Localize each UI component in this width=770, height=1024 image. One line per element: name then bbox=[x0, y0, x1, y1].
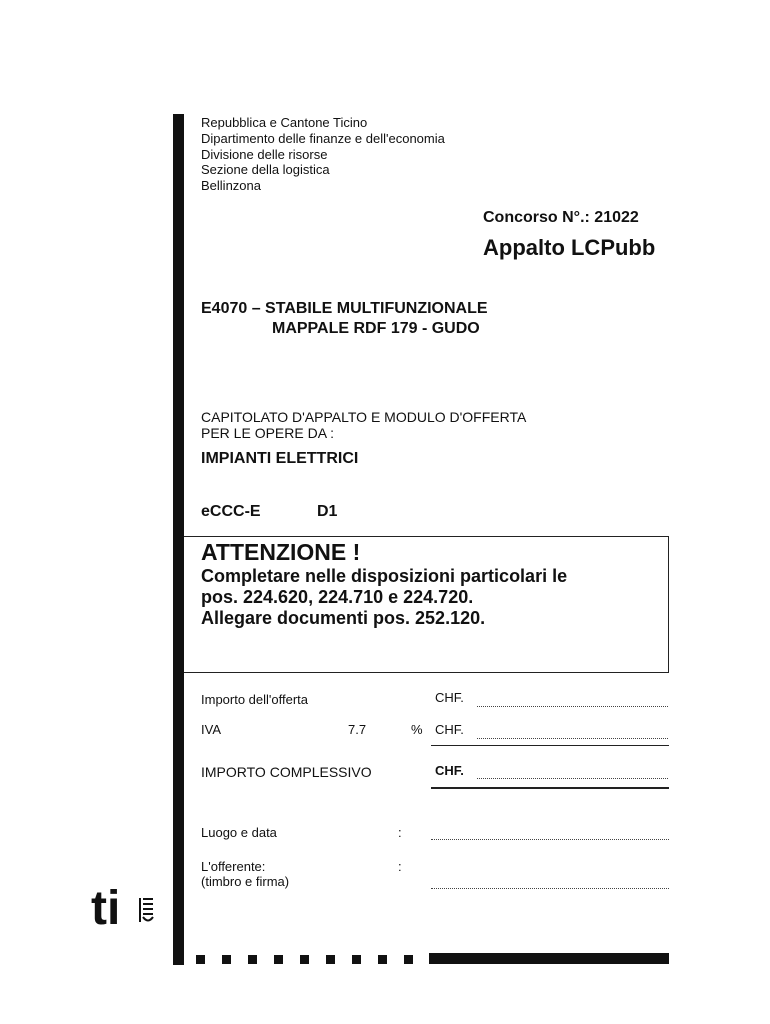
attention-line: pos. 224.620, 224.710 e 224.720. bbox=[201, 587, 474, 607]
ticino-logo-icon bbox=[91, 880, 161, 930]
issuer-line: Dipartimento delle finanze e dell'economia bbox=[201, 130, 445, 146]
totale-label: IMPORTO COMPLESSIVO bbox=[201, 764, 372, 780]
square-mark bbox=[248, 955, 257, 964]
square-mark bbox=[222, 955, 231, 964]
importo-field[interactable] bbox=[477, 706, 668, 707]
concorso-number: Concorso N°.: 21022 bbox=[483, 209, 639, 226]
bottom-bar bbox=[429, 953, 669, 964]
attention-line: Completare nelle disposizioni particolari le bbox=[201, 566, 568, 586]
iva-rate: 7.7 bbox=[348, 722, 367, 737]
left-margin-bar bbox=[173, 114, 184, 965]
colon: : bbox=[398, 825, 402, 840]
iva-label: IVA bbox=[201, 722, 221, 737]
attention-title: ATTENZIONE ! bbox=[201, 539, 361, 565]
capitolato-heading bbox=[201, 409, 526, 441]
issuer-line: Bellinzona bbox=[201, 178, 261, 194]
currency-label: CHF. bbox=[435, 690, 464, 705]
square-mark bbox=[196, 955, 205, 964]
luogo-label: Luogo e data bbox=[201, 825, 277, 840]
timbro-label: (timbro e firma) bbox=[201, 874, 290, 889]
total-rule bbox=[431, 787, 669, 789]
square-mark bbox=[326, 955, 335, 964]
offerente-label: L'offerente: bbox=[201, 859, 266, 874]
attention-text bbox=[201, 566, 567, 629]
issuer-line: Divisione delle risorse bbox=[201, 146, 328, 162]
attention-line: Allegare documenti pos. 252.120. bbox=[201, 608, 486, 628]
project-subtitle: MAPPALE RDF 179 - GUDO bbox=[272, 320, 480, 337]
work-type: IMPIANTI ELETTRICI bbox=[201, 450, 359, 467]
square-mark bbox=[352, 955, 361, 964]
issuer-header bbox=[201, 115, 445, 194]
issuer-line: Sezione della logistica bbox=[201, 162, 330, 178]
subtotal-rule bbox=[431, 745, 669, 746]
capitolato-line: PER LE OPERE DA : bbox=[201, 425, 335, 441]
appalto-title: Appalto LCPubb bbox=[483, 235, 656, 260]
code-value: D1 bbox=[317, 503, 338, 520]
iva-field[interactable] bbox=[477, 738, 668, 739]
capitolato-line: CAPITOLATO D'APPALTO E MODULO D'OFFERTA bbox=[201, 409, 527, 425]
issuer-line: Repubblica e Cantone Ticino bbox=[201, 115, 368, 130]
code-label: eCCC-E bbox=[201, 503, 261, 520]
signature-field[interactable] bbox=[431, 888, 669, 889]
square-mark bbox=[300, 955, 309, 964]
square-mark bbox=[378, 955, 387, 964]
totale-field[interactable] bbox=[477, 778, 668, 779]
logo-text: ti bbox=[91, 882, 121, 930]
project-title: E4070 – STABILE MULTIFUNZIONALE bbox=[201, 300, 488, 317]
currency-label: CHF. bbox=[435, 763, 464, 778]
colon: : bbox=[398, 859, 402, 874]
square-mark bbox=[404, 955, 413, 964]
currency-label: CHF. bbox=[435, 722, 464, 737]
percent-sign: % bbox=[411, 722, 423, 737]
luogo-field[interactable] bbox=[431, 839, 669, 840]
square-mark bbox=[274, 955, 283, 964]
importo-label: Importo dell'offerta bbox=[201, 692, 309, 707]
bottom-square-strip bbox=[196, 955, 413, 964]
